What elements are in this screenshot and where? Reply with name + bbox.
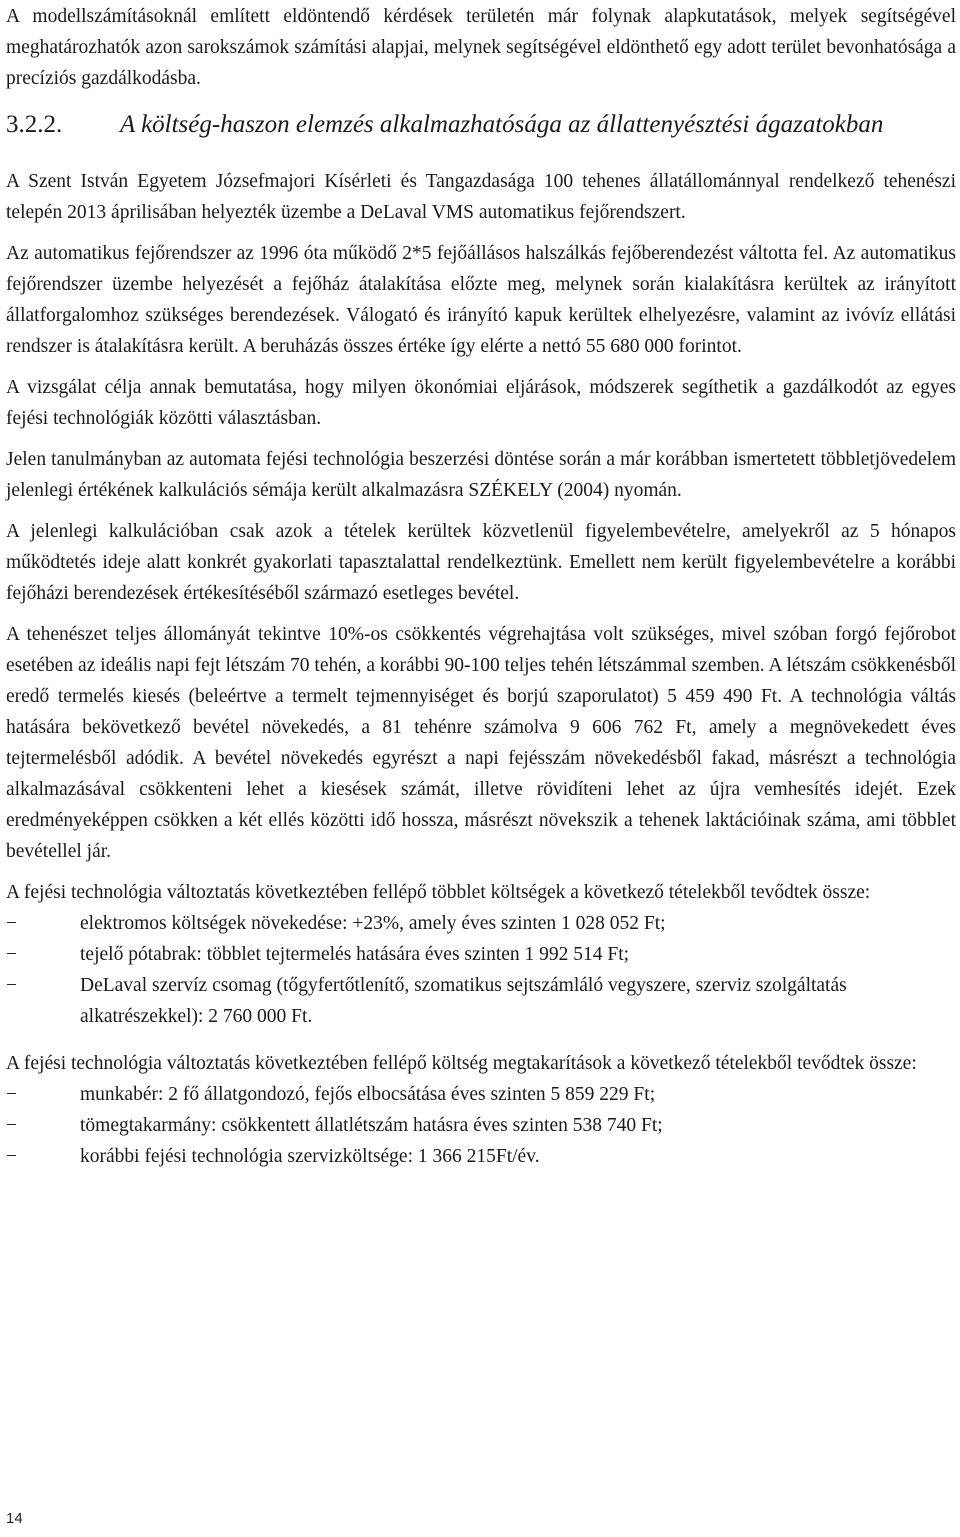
- paragraph-savings-intro: A fejési technológia változtatás következtében fellépő költség megtakarítások a következő tételekből tevődtek össze:: [6, 1053, 917, 1074]
- paragraph-extra-costs-intro: A fejési technológia változtatás következtében fellépő többlet költségek a következő tételekből tevődtek össze:: [6, 882, 871, 903]
- paragraph-calculation-scope: A jelenlegi kalkulációban csak azok a tételek kerültek közvetlenül figyelembevételre, amelyekről az 5 hónapos működtetés ideje alatt konkrét gyakorlati tapasztalattal rendelkeztünk. Emellett nem került figyelembevételre a korábbi fejőházi berendezések értékesítéséből származó esetleges bevétel.: [6, 521, 956, 604]
- list-item: − DeLaval szervíz csomag (tőgyfertőtlenítő, szomatikus sejtszámláló vegyszere, szerviz szolgáltatás alkatrészekkel): 2 760 000 Ft.: [6, 970, 956, 1032]
- paragraph-investment: Az automatikus fejőrendszer az 1996 óta működő 2*5 fejőállásos halszálkás fejőberendezést váltotta fel. Az automatikus fejőrendszer üzembe helyezését a fejőház átalakítása előzte meg, melynek során kialakításra kerültek az irányított állatforgalomhoz szükséges berendezések. Válogató és irányító kapuk kerültek elhelyezésre, valamint az ivóvíz ellátási rendszer is átalakításra került. A beruházás összes értéke így elérte a nettó 55 680 000 forintot.: [6, 243, 956, 357]
- savings-list: [6, 1079, 956, 1172]
- dash-bullet: −: [6, 1146, 17, 1167]
- list-item: − tömegtakarmány: csökkentett állatlétszám hatásra éves szinten 538 740 Ft;: [6, 1110, 956, 1141]
- document-page: [6, 0, 956, 1172]
- page-number: 14: [6, 1510, 23, 1527]
- dash-bullet: −: [6, 975, 17, 996]
- list-item: − tejelő pótabrak: többlet tejtermelés hatására éves szinten 1 992 514 Ft;: [6, 939, 956, 970]
- paragraph-herd-reduction: A tehenészet teljes állományát tekintve 10%-os csökkentés végrehajtása volt szükséges, mivel szóban forgó fejőrobot esetében az ideális napi fejt létszám 70 tehén, a korábbi 90-100 teljes tehén létszámmal szemben. A létszám csökkenésből eredő termelés kiesés (beleértve a termelt tejmennyiséget és borjú szaporulatot) 5 459 490 Ft. A technológia váltás hatására bekövetkező bevétel növekedés, a 81 tehénre számolva 9 606 762 Ft, amely a megnövekedett éves tejtermelésből adódik. A bevétel növekedés egyrészt a napi fejésszám növekedésből fakad, másrészt a technológia alkalmazásával csökkenteni lehet a kiesések számát, illetve rövidíteni lehet az újra vemhesítés idejét. Ezek eredményeképpen csökken a két ellés közötti idő hossza, másrészt növekszik a tehenek laktációinak száma, ami többlet bevétellel jár.: [6, 624, 956, 862]
- section-title: A költség-haszon elemzés alkalmazhatósága az állattenyésztési ágazatokban: [120, 111, 884, 138]
- extra-costs-list: [6, 908, 956, 1032]
- paragraph-delaval-install: A Szent István Egyetem Józsefmajori Kísérleti és Tangazdasága 100 tehenes állatállománnyal rendelkező tehenészi telepén 2013 áprilisában helyezték üzembe a DeLaval VMS automatikus fejőrendszert.: [6, 171, 956, 223]
- paragraph-aim: A vizsgálat célja annak bemutatása, hogy milyen ökonómiai eljárások, módszerek segíthetik a gazdálkodót az egyes fejési technológiák közötti választásban.: [6, 377, 956, 429]
- list-item: − elektromos költségek növekedése: +23%, amely éves szinten 1 028 052 Ft;: [6, 908, 956, 939]
- paragraph-method: Jelen tanulmányban az automata fejési technológia beszerzési döntése során a már korábban ismertetett többletjövedelem jelenlegi értékének kalkulációs sémája került alkalmazásra SZÉKELY (2004) nyomán.: [6, 449, 956, 501]
- dash-bullet: −: [6, 913, 17, 934]
- dash-bullet: −: [6, 1084, 17, 1105]
- dash-bullet: −: [6, 1115, 17, 1136]
- section-heading: [6, 110, 956, 140]
- list-item: − korábbi fejési technológia szervizköltsége: 1 366 215Ft/év.: [6, 1141, 956, 1172]
- list-item: − munkabér: 2 fő állatgondozó, fejős elbocsátása éves szinten 5 859 229 Ft;: [6, 1079, 956, 1110]
- section-number: 3.2.2.: [6, 111, 63, 138]
- intro-paragraph: A modellszámításoknál említett eldöntendő kérdések területén már folynak alapkutatások, melyek segítségével meghatározhatók azon sarokszámok számítási alapjai, melynek segítségével eldönthető egy adott terület bevonhatósága a precíziós gazdálkodásba.: [6, 6, 956, 89]
- dash-bullet: −: [6, 944, 17, 965]
